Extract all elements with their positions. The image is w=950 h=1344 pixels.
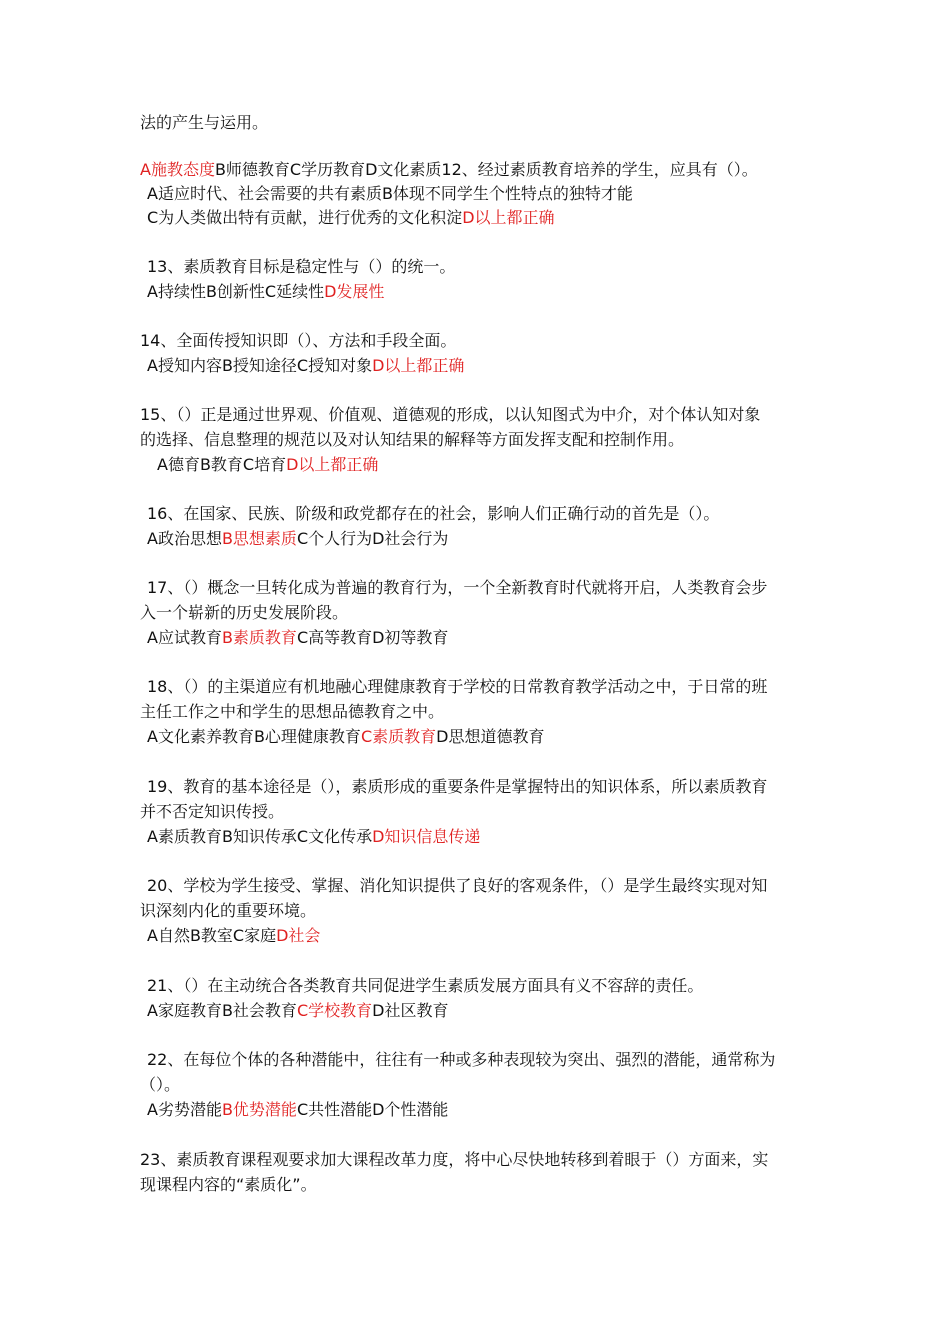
options-line (147, 727, 827, 747)
answer-highlight: A施教态度 (140, 160, 215, 179)
text: 主任工作之中和学生的思想品德教育之中。 (140, 702, 445, 721)
question-21 (147, 976, 827, 996)
text: A德育B教育C培育 (157, 455, 287, 474)
text: B师德教育C学历教育D文化素质12、经过素质教育培养的学生，应具有（）。 (214, 160, 758, 179)
options-line (147, 208, 827, 228)
answer-highlight: D以上都正确 (462, 208, 555, 227)
options-line (147, 1100, 827, 1120)
text: 16、在国家、民族、阶级和政党都存在的社会，影响人们正确行动的首先是（）。 (147, 504, 720, 523)
text: C为人类做出特有贡献，进行优秀的文化积淀 (147, 208, 463, 227)
text: A适应时代、社会需要的共有素质B体现不同学生个性特点的独特才能 (147, 184, 633, 203)
text: A文化素养教育B心理健康教育 (147, 727, 361, 746)
answer-highlight: D社会 (276, 926, 321, 945)
answer-highlight: D以上都正确 (372, 356, 465, 375)
options-line (147, 926, 827, 946)
text-line (140, 1175, 820, 1195)
options-line (147, 827, 827, 847)
text-line (140, 702, 820, 722)
text: A政治思想 (147, 529, 222, 548)
text: 识深刻内化的重要环境。 (140, 901, 317, 920)
text: 13、素质教育目标是稳定性与（）的统一。 (147, 257, 456, 276)
text: 22、在每位个体的各种潜能中，往往有一种或多种表现较为突出、强烈的潜能，通常称为 (147, 1050, 776, 1069)
question-13 (147, 257, 827, 277)
text: 现课程内容的“素质化”。 (140, 1175, 317, 1194)
answer-highlight: D以上都正确 (286, 455, 379, 474)
text: D思想道德教育 (436, 727, 545, 746)
text: C高等教育D初等教育 (296, 628, 449, 647)
question-14 (140, 331, 820, 351)
text: 并不否定知识传授。 (140, 802, 285, 821)
question-22 (147, 1050, 827, 1070)
text: A持续性B创新性C延续性 (147, 282, 325, 301)
text: 23、素质教育课程观要求加大课程改革力度，将中心尽快地转移到着眼于（）方面来，实 (140, 1150, 769, 1169)
answer-highlight: D发展性 (324, 282, 385, 301)
options-line (147, 282, 827, 302)
text: （）。 (140, 1075, 181, 1094)
question-19 (147, 777, 827, 797)
question-17 (147, 578, 827, 598)
text: C共性潜能D个性潜能 (296, 1100, 449, 1119)
options-line (147, 356, 827, 376)
text: 20、学校为学生接受、掌握、消化知识提供了良好的客观条件，（）是学生最终实现对知 (147, 876, 768, 895)
question-15 (140, 405, 820, 425)
answer-highlight: B优势潜能 (221, 1100, 297, 1119)
answer-highlight: B素质教育 (221, 628, 297, 647)
text-line (140, 113, 820, 133)
answer-highlight: C素质教育 (360, 727, 437, 746)
text: 18、（）的主渠道应有机地融心理健康教育于学校的日常教育教学活动之中，于日常的班 (147, 677, 768, 696)
text: 法的产生与运用。 (140, 113, 269, 132)
options-line (147, 1001, 827, 1021)
question-12-line (140, 160, 820, 180)
answer-highlight: B思想素质 (221, 529, 297, 548)
options-line (157, 455, 837, 475)
text: A自然B教室C家庭 (147, 926, 277, 945)
answer-highlight: C学校教育 (296, 1001, 373, 1020)
options-line (147, 628, 827, 648)
text: 17、（）概念一旦转化成为普遍的教育行为，一个全新教育时代就将开启，人类教育会步 (147, 578, 768, 597)
text: A素质教育B知识传承C文化传承 (147, 827, 373, 846)
text: A应试教育 (147, 628, 222, 647)
text-line (140, 603, 820, 623)
text: 14、全面传授知识即（）、方法和手段全面。 (140, 331, 457, 350)
text-line (140, 430, 820, 450)
question-16 (147, 504, 827, 524)
question-18 (147, 677, 827, 697)
text: 15、（）正是通过世界观、价值观、道德观的形成，以认知图式为中介，对个体认知对象 (140, 405, 761, 424)
question-20 (147, 876, 827, 896)
text: A授知内容B授知途径C授知对象 (147, 356, 373, 375)
text-line (140, 901, 820, 921)
text: 21、（）在主动统合各类教育共同促进学生素质发展方面具有义不容辞的责任。 (147, 976, 704, 995)
text-line (140, 1075, 820, 1095)
text-line (140, 802, 820, 822)
answer-highlight: D知识信息传递 (372, 827, 481, 846)
text: 入一个崭新的历史发展阶段。 (140, 603, 349, 622)
options-line (147, 529, 827, 549)
text: C个人行为D社会行为 (296, 529, 449, 548)
text: 的选择、信息整理的规范以及对认知结果的解释等方面发挥支配和控制作用。 (140, 430, 685, 449)
text: A家庭教育B社会教育 (147, 1001, 297, 1020)
text: D社区教育 (372, 1001, 449, 1020)
options-line (147, 184, 827, 204)
question-23 (140, 1150, 820, 1170)
text: 19、教育的基本途径是（），素质形成的重要条件是掌握特出的知识体系，所以素质教育 (147, 777, 768, 796)
text: A劣势潜能 (147, 1100, 222, 1119)
